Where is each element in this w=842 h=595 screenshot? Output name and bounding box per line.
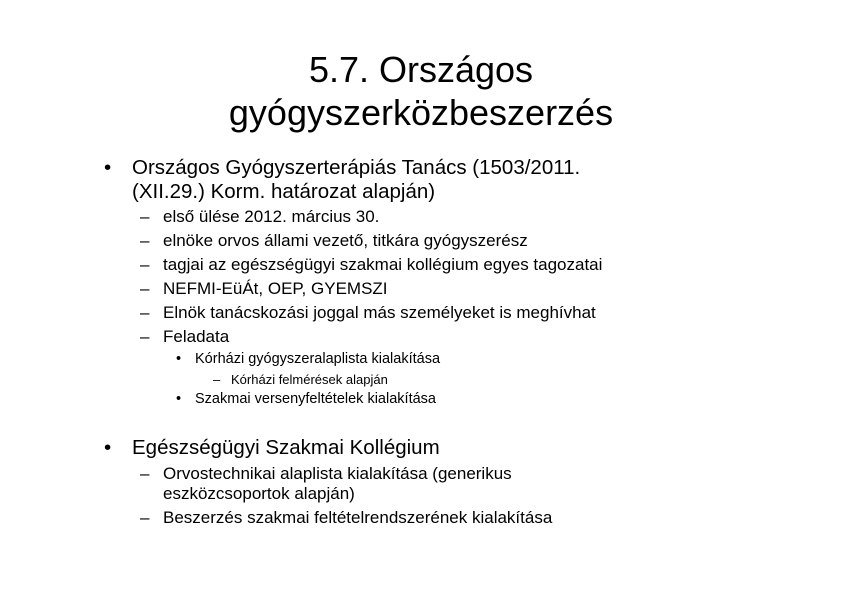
- bullet-icon: •: [104, 156, 112, 179]
- list-item: első ülése 2012. március 30.: [163, 207, 380, 226]
- dash-icon: –: [140, 508, 150, 527]
- section-1-heading-line-2: (XII.29.) Korm. határozat alapján): [132, 180, 436, 203]
- dash-icon: –: [140, 207, 150, 226]
- subtask-item: Kórházi felmérések alapján: [231, 372, 388, 387]
- slide-title-line-2: gyógyszerközbeszerzés: [228, 92, 614, 133]
- list-item: Feladata: [163, 327, 230, 346]
- list-item: Beszerzés szakmai feltételrendszerének kialakítása: [163, 508, 553, 527]
- small-bullet-icon: •: [176, 351, 182, 367]
- slide-title: [0, 48, 842, 134]
- list-item: elnöke orvos állami vezető, titkára gyógyszerész: [163, 231, 528, 250]
- task-item: Szakmai versenyfeltételek kialakítása: [195, 391, 436, 407]
- bullet-icon: •: [104, 436, 112, 459]
- dash-icon: –: [140, 231, 150, 250]
- list-item: Elnök tanácskozási joggal más személyeket is meghívhat: [163, 303, 596, 322]
- dash-icon: –: [140, 327, 150, 346]
- list-item-line-1: Orvostechnikai alaplista kialakítása (generikus: [163, 464, 512, 483]
- small-bullet-icon: •: [176, 391, 182, 407]
- slide-title-line-1: 5.7. Országos: [308, 49, 534, 90]
- dash-icon: –: [140, 464, 150, 483]
- task-item: Kórházi gyógyszeralaplista kialakítása: [195, 351, 441, 367]
- list-item-line-2: eszközcsoportok alapján): [163, 484, 355, 503]
- section-2-heading: Egészségügyi Szakmai Kollégium: [132, 436, 440, 459]
- list-item: NEFMI-EüÁt, OEP, GYEMSZI: [163, 279, 388, 298]
- dash-icon: –: [213, 372, 221, 387]
- dash-icon: –: [140, 279, 150, 298]
- dash-icon: –: [140, 303, 150, 322]
- dash-icon: –: [140, 255, 150, 274]
- list-item: tagjai az egészségügyi szakmai kollégium egyes tagozatai: [163, 255, 603, 274]
- section-1-heading-line-1: Országos Gyógyszerterápiás Tanács (1503/2011.: [132, 156, 581, 179]
